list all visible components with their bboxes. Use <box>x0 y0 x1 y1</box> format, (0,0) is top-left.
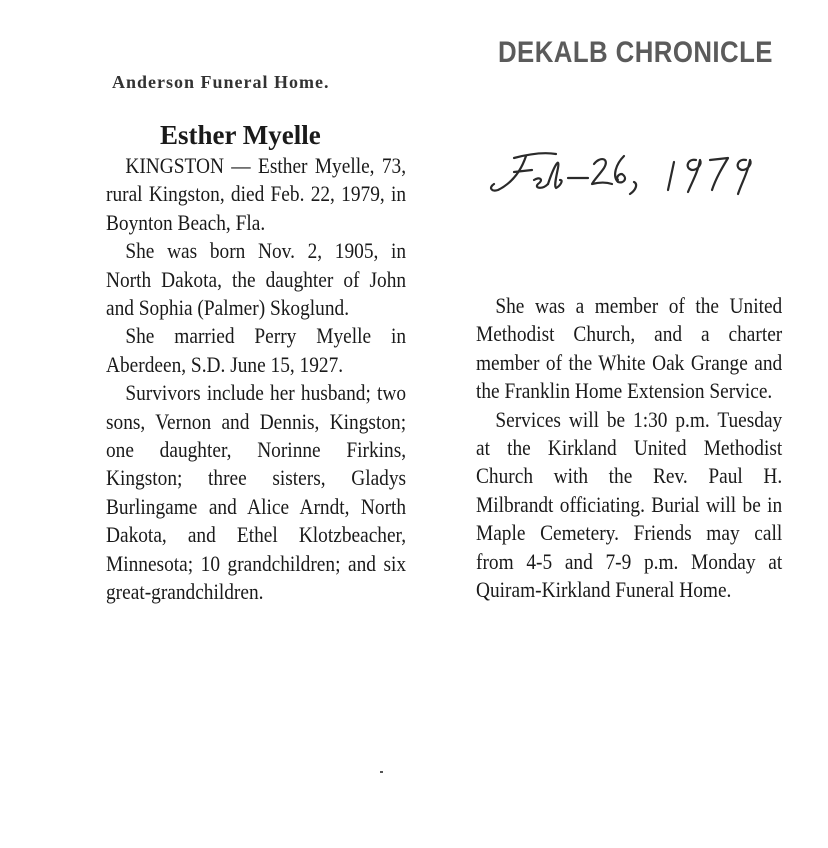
obituary-paragraph-intro: KINGSTON — Esther Myelle, 73, rural Kingston, died Feb. 22, 1979, in Boynton Beach, Fla. <box>106 153 407 235</box>
obituary-paragraph-services: Services will be 1:30 p.m. Tuesday at the Kirkland United Methodist Church with the Rev. Paul H. Milbrandt officiating. Burial will be in Maple Cemetery. Friends may call from 4-5 and 7-9 p.m. Monday at Quiram-Kirkland Funeral Home. <box>476 406 783 603</box>
newspaper-stamp: DEKALB CHRONICLE <box>498 36 773 69</box>
clipped-text: Anderson Funeral Home. <box>112 72 330 92</box>
obituary-paragraph-marriage: She married Perry Myelle in Aberdeen, S.D. June 15, 1927. <box>106 323 407 377</box>
right-column <box>476 292 782 604</box>
obituary-paragraph-survivors: Survivors include her husband; two sons, Vernon and Dennis, Kingston; one daughter, Norinne Firkins, Kingston; three sisters, Gladys Burlingame and Alice Arndt, North Dakota, and Ethel Klotzbeacher, Minnesota; 10 grandchildren; and six great-grandchildren. <box>106 380 407 605</box>
handwritten-date <box>484 146 784 206</box>
left-column <box>106 152 406 607</box>
obituary-headline: Esther Myelle <box>160 120 321 150</box>
clipped-previous-text <box>112 72 384 92</box>
obituary-paragraph-memberships: She was a member of the United Methodist Church, and a charter member of the White Oak Grange and the Franklin Home Extension Service. <box>476 293 783 404</box>
print-speck <box>380 771 383 773</box>
obituary-paragraph-birth: She was born Nov. 2, 1905, in North Dakota, the daughter of John and Sophia (Palmer) Skoglund. <box>106 238 407 321</box>
